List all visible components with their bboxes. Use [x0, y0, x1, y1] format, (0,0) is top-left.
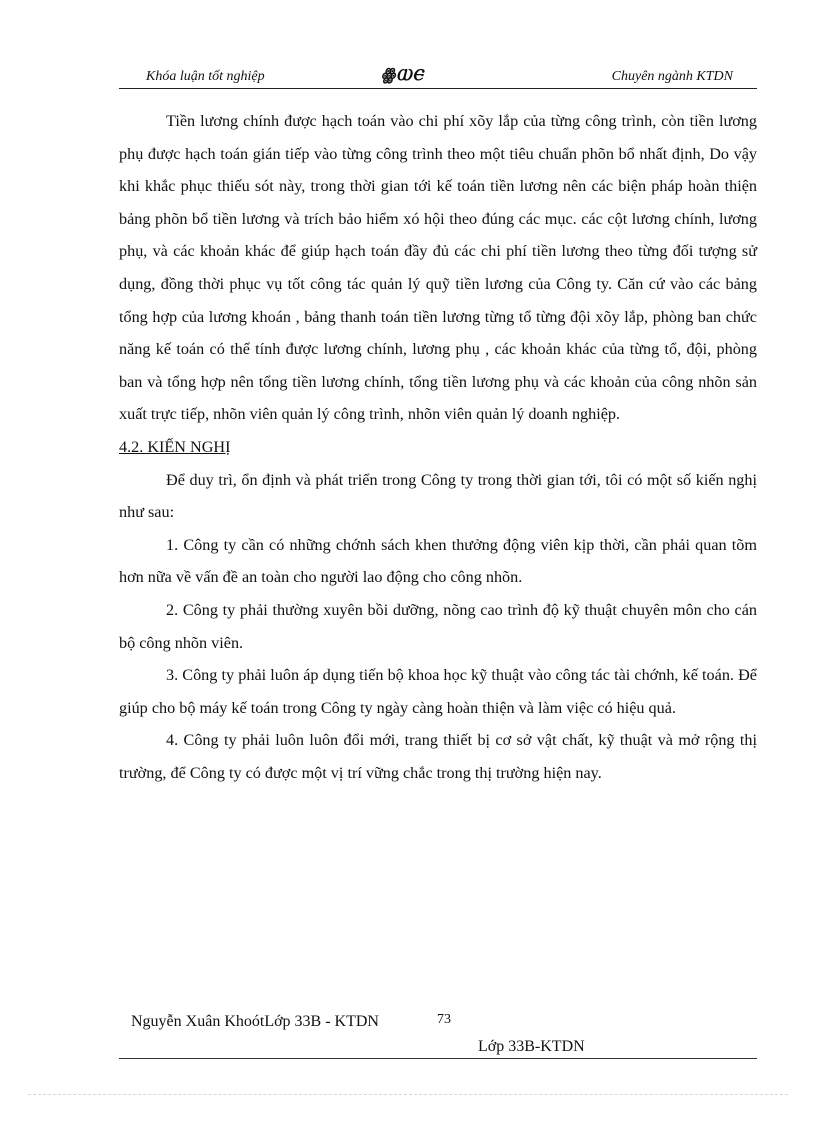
page-header	[119, 64, 757, 89]
list-item: 4. Công ty phải luôn luôn đổi mới, trang thiết bị cơ sở vật chất, kỹ thuật và mở rộng thị trường, để Công ty có được một vị trí vững chắc trong thị trường hiện nay.	[119, 731, 757, 782]
footer-rule	[119, 1058, 757, 1059]
header-left-text: Khóa luận tốt nghiệp	[146, 69, 265, 84]
page-number: 73	[437, 1012, 451, 1027]
header-ornament: ꙮⲰⲈ	[381, 67, 424, 84]
section-heading: 4.2. KIẾN NGHỊ	[119, 437, 231, 456]
list-item: 3. Công ty phải luôn áp dụng tiến bộ khoa học kỹ thuật vào công tác tài chớnh, kế toán. Để giúp cho bộ máy kế toán trong Công ty ngày càng hoàn thiện và làm việc có hiệu quả.	[119, 666, 757, 717]
paragraph: Để duy trì, ổn định và phát triển trong Công ty trong thời gian tới, tôi có một số kiến nghị như sau:	[119, 470, 757, 522]
footer-class: Lớp 33B-KTDN	[478, 1038, 585, 1055]
paragraph: Tiền lương chính được hạch toán vào chi phí xõy lắp của từng công trình, còn tiền lương phụ được hạch toán gián tiếp vào từng công trình theo một tiêu chuẩn phõn bổ nhất định, Do vậy khi khắc phục thiếu sót này, trong thời gian tới kế toán tiền lương nên các biện pháp hoàn thiện bảng phõn bổ tiền lương và trích bảo hiểm xó hội theo đúng các mục. các cột lương chính, lương phụ, và các khoản khác để giúp hạch toán đầy đủ các chi phí tiền lương theo từng đối tượng sử dụng, đồng thời phục vụ tốt công tác quản lý quỹ tiền lương của Công ty. Căn cứ vào các bảng tổng hợp của lương khoán , bảng thanh toán tiền lương từng tổ từng đội xõy lắp, phòng ban chức năng kế toán có thể tính được lương chính, lương phụ , các khoản khác của từng tổ, đội, phòng ban và tổng hợp nên tổng tiền lương chính, tổng tiền lương phụ và các khoản của công nhõn sản xuất trực tiếp, nhõn viên quản lý công trình, nhõn viên quản lý doanh nghiệp.	[119, 112, 757, 424]
footer-author: Nguyễn Xuân KhoótLớp 33B - KTDN	[131, 1013, 379, 1030]
page-bottom-edge	[28, 1094, 788, 1095]
header-right-text: Chuyên ngành KTDN	[611, 69, 733, 84]
document-body	[119, 105, 757, 789]
list-item: 2. Công ty phải thường xuyên bồi dưỡng, nõng cao trình độ kỹ thuật chuyên môn cho cán bộ công nhõn viên.	[119, 600, 757, 652]
list-item: 1. Công ty cần có những chớnh sách khen thưởng động viên kịp thời, cần phải quan tõm hơn nữa về vấn đề an toàn cho người lao động cho công nhõn.	[119, 535, 757, 587]
